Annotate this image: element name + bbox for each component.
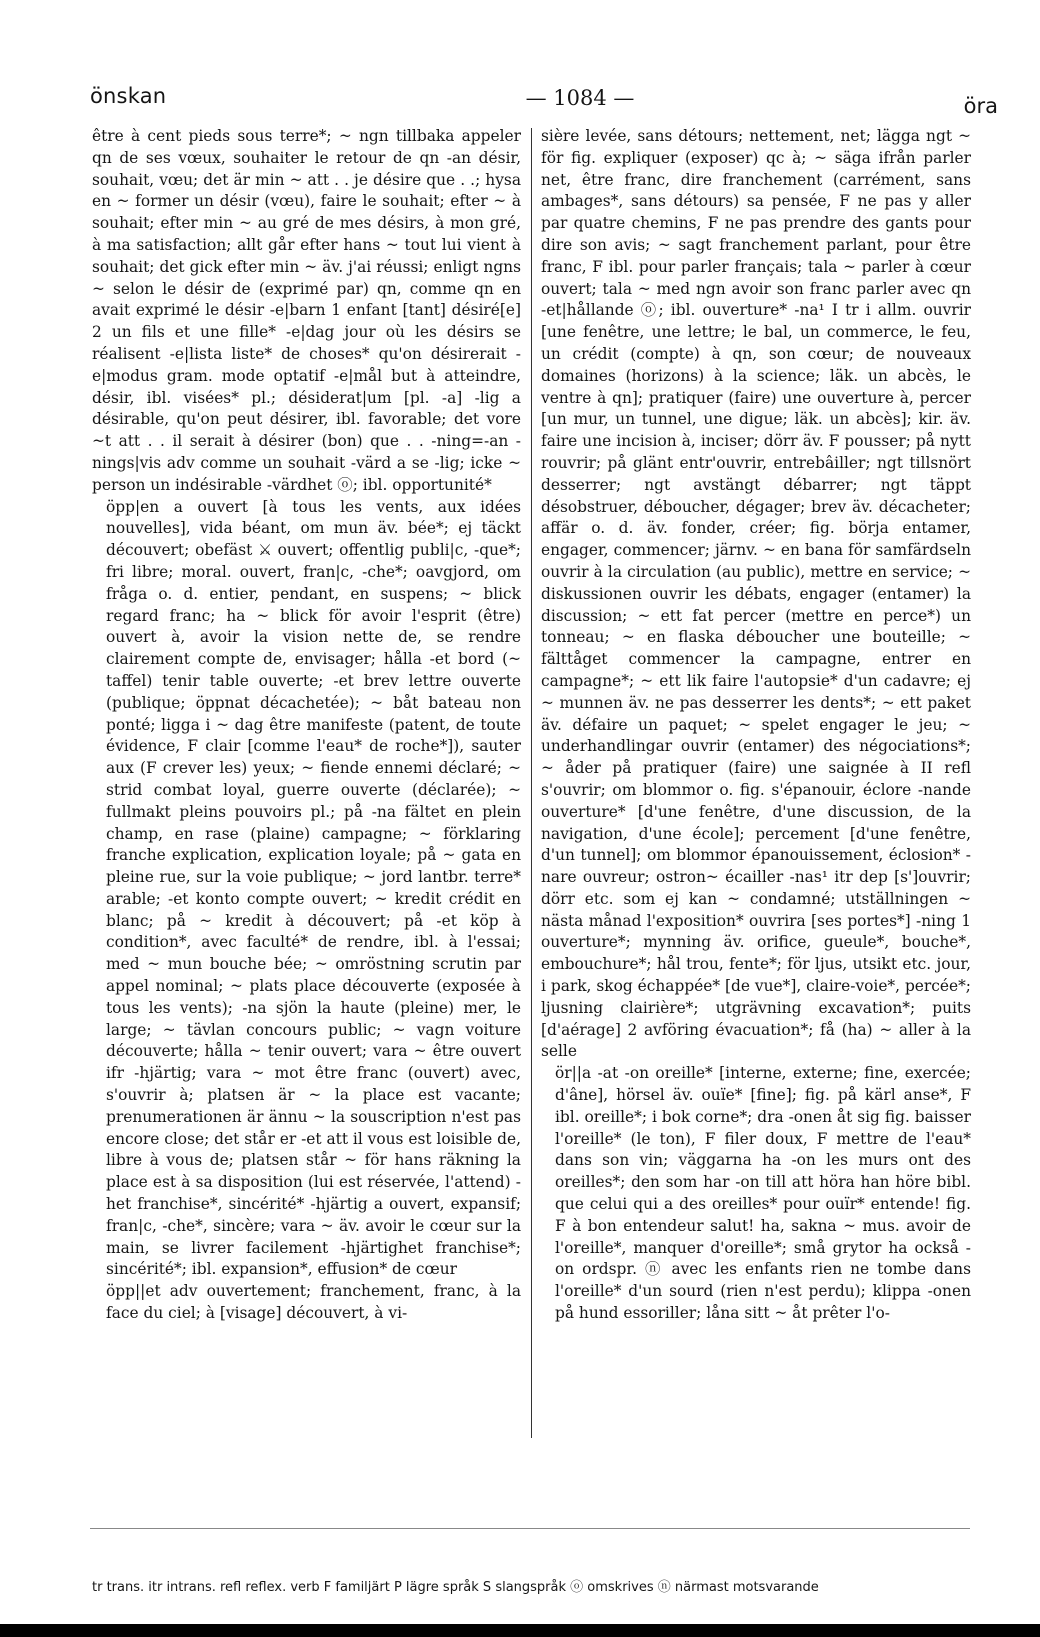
right-column — [541, 126, 971, 1325]
right-guide-word: öra — [963, 94, 998, 118]
page-header — [90, 84, 998, 124]
entry-oppet-continuation: sière levée, sans détours; nettement, net; lägga ngt ~ för fig. expliquer (exposer) qc à; ~ säga ifrån parler net, être franc, dire franchement (carrément, sans ambages*, sans détours) sa pensée, F ne pas y aller par quatre chemins, F ne pas prendre des gants pour dire son avis; ~ sagt franchement parlant, pour être franc, F ibl. pour parler français; tala ~ parler à cœur ouvert; tala ~ med ngn avoir son franc parler avec qn -et|hållande ⓞ; ibl. ouverture* -na¹ I tr i allm. ouvrir [une fenêtre, une lettre; le bal, un commerce, le feu, un crédit (compte) à qn, son cœur; de nouveaux domaines (horizons) à la science; läk. un abcès, le ventre à qn]; pratiquer (faire) une ouverture à, percer [un mur, un tunnel, une digue; läk. un abcès]; kir. äv. faire une incision à, inciser; dörr äv. F pousser; på nytt rouvrir; på glänt entr'ouvrir, entrebâiller; ngt tillsnört desserrer; ngt avstängt débarrer; ngt täppt désobstruer, déboucher, dégager; brev äv. décacheter; affär o. d. äv. fonder, créer; fig. börja entamer, engager, commencer; järnv. ~ en bana för samfärdseln ouvrir à la circulation (au public), mettre en service; ~ diskussionen ouvrir les débats, engager (entamer) la discussion; ~ ett fat percer (mettre en perce*) un tonneau; ~ en flaska déboucher une bouteille; ~ fälttåget commencer la campagne, entrer en campagne*; ~ ett lik faire l'autopsie* d'un cadavre; ej ~ munnen äv. ne pas desserrer les dents*; ~ ett paket äv. défaire un paquet; ~ spelet engager le jeu; ~ underhandlingar ouvrir (entamer) des négociations*; ~ åder på pratiquer (faire) une saignée à II refl s'ouvrir; om blommor o. fig. s'épanouir, éclore -nande ouverture* [d'une fenêtre, d'une discussion, de la navigation, d'une école]; percement [d'une fenêtre, d'un tunnel]; om blommor épanouissement, éclosion* -nare ouvreur; ostron~ écailler -nas¹ itr dep [s']ouvrir; dörr etc. som ej kan ~ condamné; utställningen ~ nästa månad l'exposition* ouvrira [ses portes*] -ning 1 ouverture*; mynning äv. orifice, gueule*, bouche*, embouchure*; hål trou, fente*; för ljus, utsikt etc. jour, i park, skog échappée* [de vue*], claire-voie*, percée*; ljusning clairière*; utgrävning excavation*; puits [d'aérage] 2 avföring évacuation*; få (ha) ~ aller à la selle — [541, 127, 971, 1061]
entry-oppen: öpp|en a ouvert [à tous les vents, aux idées nouvelles], vida béant, om mun äv. bée*; ej täckt découvert; obefäst ⚔ ouvert; offentlig publi|c, -que*; fri libre; moral. ouvert, fran|c, -che*; oavgjord, om fråga o. d. entier, pendant, en suspens; ~ blick regard franc; ha ~ blick för avoir l'esprit (être) ouvert à, avoir la vision nette de, se rendre clairement compte de, envisager; hålla -et bord (~ taffel) tenir table ouverte; -et brev lettre ouverte (publique; öppnat décachetée); ~ båt bateau non ponté; ligga i ~ dag être manifeste (patent, de toute évidence, F clair [comme l'eau* de roche*]), sauter aux (F crever les) yeux; ~ fiende ennemi déclaré; ~ strid combat loyal, guerre ouverte (déclarée); ~ fullmakt pleins pouvoirs pl.; på -na fältet en plein champ, en rase (plaine) campagne; ~ förklaring franche explication, explication loyale; på ~ gata en pleine rue, sur la voie publique; ~ jord lantbr. terre* arable; -et konto compte ouvert; ~ kredit crédit en blanc; på ~ kredit à découvert; på -et köp à condition*, avec faculté* de rendre, ibl. à l'essai; med ~ mun bouche bée; ~ omröstning scrutin par appel nominal; ~ plats place découverte (exposée à tous les vents); -na sjön la haute (pleine) mer, le large; ~ tävlan concours public; ~ vagn voiture découverte; hålla ~ tenir ouvert; vara ~ être ouvert ifr -hjärtig; vara ~ mot être franc (ouvert) avec, s'ouvrir à; platsen är ~ la place est vacante; prenumerationen är ännu ~ la souscription n'est pas encore close; det står er -et att il vous est loisible de, libre à vous de; platsen står ~ för hans räkning la place est à sa disposition (lui est réservée, l'attend) -het franchise*, sincérité* -hjärtig a ouvert, expansif; fran|c, -che*, sincère; vara ~ äv. avoir le cœur sur la main, se livrer facilement -hjärtighet franchise*; sincérité*; ibl. expansion*, effusion* de cœur — [106, 497, 521, 1279]
left-guide-word: önskan — [90, 84, 167, 108]
entry-ora: ör||a -at -on oreille* [interne, externe; fine, exercée; d'âne], hörsel äv. ouïe* [fine]; fig. på kärl anse*, F ibl. oreille*; i bok corne*; dra -onen åt sig fig. baisser l'oreille* (le ton), F filer doux, F mettre de l'eau* dans son vin; väggarna ha -on les murs ont des oreilles*; den som har -on till att höra han höre bibl. que celui qui a des oreilles* pour ouïr* entende! fig. F à bon entendeur salut! ha, sakna ~ mus. avoir de l'oreille*, manquer d'oreille*; små grytor ha också -on ordspr. ⓝ avec les enfants rien ne tombe dans l'oreille* d'un sourd (rien n'est perdu); klippa -onen på hund essoriller; låna sitt ~ åt prêter l'o- — [555, 1064, 971, 1323]
left-column — [92, 126, 521, 1325]
entry-onskan-continuation: être à cent pieds sous terre*; ~ ngn tillbaka appeler qn de ses vœux, souhaiter le retour de qn -an désir, souhait, vœu; det är min ~ att . . je désire que . .; hysa en ~ former un désir (vœu), faire le souhait; efter ~ à souhait; efter min ~ au gré de mes désirs, à mon gré, à ma satisfaction; allt går efter hans ~ tout lui vient à souhait; det gick efter min ~ äv. j'ai réussi; enligt ngns ~ selon le désir de (exprimé par) qn, comme qn en avait exprimé le désir -e|barn 1 enfant [tant] désiré[e] 2 un fils et une fille* -e|dag jour où les désirs se réalisent -e|lista liste* de choses* qu'on désirerait -e|modus gram. mode optatif -e|mål but à atteindre, désir, ibl. visées* pl.; désiderat|um [pl. -a] -lig a désirable, qu'on peut désirer, ibl. favorable; det vore ~t att . . il serait à désirer (bon) que . . -ning=-an -nings|vis adv comme un souhait -värd a se -lig; icke ~ person un indésirable -värdhet ⓞ; ibl. opportunité* — [92, 127, 521, 494]
footer-rule — [90, 1528, 970, 1529]
page-number: — 1084 — — [525, 86, 635, 110]
abbreviation-legend: tr trans. itr intrans. refl reflex. verb F familjärt P lägre språk S slangspråk ⓞ omskrives ⓝ närmast motsvarande — [92, 1580, 819, 1595]
entry-oppet: öpp||et adv ouvertement; franchement, franc, à la face du ciel; à [visage] découvert, à vi- — [106, 1282, 521, 1323]
scan-bottom-edge — [0, 1624, 1040, 1637]
column-divider — [531, 128, 532, 1438]
